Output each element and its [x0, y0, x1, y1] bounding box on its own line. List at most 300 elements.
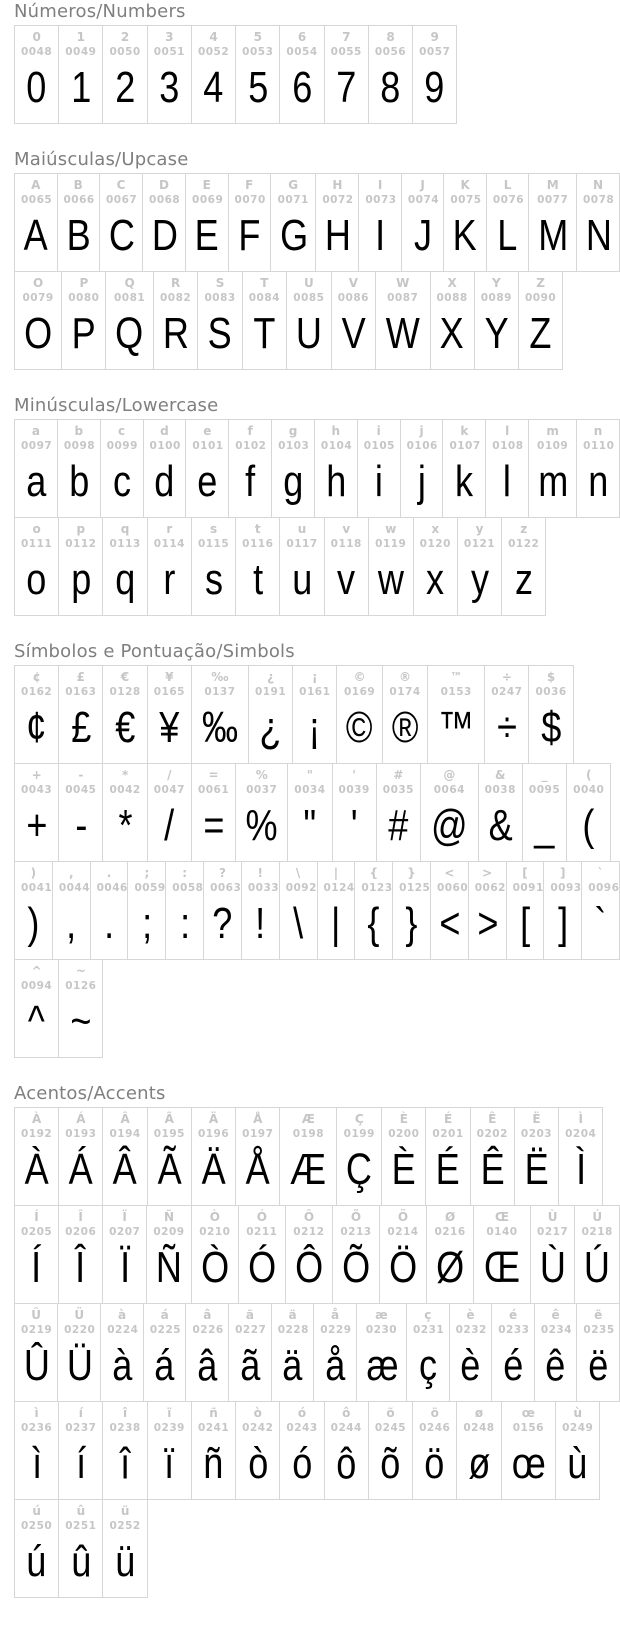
cell-unicode-label: 0070	[234, 194, 266, 206]
cell-glyph: é	[502, 1341, 524, 1390]
cell-char-label: Ô	[303, 1210, 315, 1224]
cell-glyph: s	[204, 555, 223, 604]
glyph-cell	[354, 861, 393, 960]
cell-char-label: k	[460, 424, 469, 438]
glyph-cell	[379, 1205, 427, 1304]
cell-char-label: Û	[31, 1308, 41, 1322]
glyph-cell	[287, 763, 332, 862]
cell-glyph: Ê	[480, 1145, 505, 1194]
cell-unicode-label: 0104	[320, 440, 353, 452]
glyph-cell	[566, 763, 611, 862]
glyph-row	[14, 25, 620, 124]
cell-char-label: f	[247, 424, 253, 438]
cell-unicode-label: 0120	[419, 538, 451, 550]
cell-char-label: g	[288, 424, 298, 438]
glyph-cell	[238, 1205, 286, 1304]
cell-glyph: o	[26, 555, 47, 604]
cell-glyph: ;	[141, 899, 152, 948]
cell-char-label: q	[120, 522, 130, 536]
cell-unicode-label: 0210	[199, 1226, 231, 1238]
cell-unicode-label: 0050	[109, 46, 141, 58]
cell-unicode-label: 0088	[436, 292, 468, 304]
cell-glyph: à	[112, 1341, 133, 1390]
cell-unicode-label: 0034	[294, 784, 326, 796]
cell-glyph: Q	[115, 309, 144, 358]
glyph-cell	[235, 517, 280, 616]
cell-char-label: 2	[120, 30, 130, 44]
cell-unicode-label: 0199	[343, 1128, 375, 1140]
cell-glyph: È	[391, 1145, 416, 1194]
cell-unicode-label: 0099	[106, 440, 138, 452]
cell-char-label: %	[255, 768, 268, 782]
cell-char-label: ®	[399, 670, 412, 684]
glyph-cell	[165, 861, 204, 960]
cell-char-label: Y	[492, 276, 501, 290]
cell-glyph: Ø	[436, 1243, 465, 1292]
glyph-cell	[100, 419, 144, 518]
cell-unicode-label: 0076	[492, 194, 525, 206]
cell-glyph: I	[375, 211, 386, 260]
cell-char-label: ú	[32, 1504, 41, 1518]
cell-char-label: c	[118, 424, 126, 438]
cell-unicode-label: 0197	[242, 1128, 274, 1140]
cell-glyph: á	[154, 1341, 175, 1390]
glyph-row	[14, 173, 620, 272]
cell-char-label: $	[546, 670, 556, 684]
cell-glyph: ñ	[203, 1439, 224, 1488]
glyph-row	[14, 271, 620, 370]
cell-char-label: [	[522, 866, 528, 880]
glyph-cell	[191, 1401, 236, 1500]
cell-unicode-label: 0112	[65, 538, 97, 550]
cell-unicode-label: 0247	[491, 686, 523, 698]
cell-unicode-label: 0042	[109, 784, 141, 796]
glyph-cell	[143, 419, 187, 518]
cell-char-label: ø	[474, 1406, 484, 1420]
cell-unicode-label: 0123	[361, 882, 393, 894]
cell-char-label: '	[352, 768, 356, 782]
cell-glyph: ¥	[159, 703, 180, 752]
cell-unicode-label: 0038	[484, 784, 516, 796]
cell-unicode-label: 0054	[286, 46, 318, 58]
glyph-cell	[14, 419, 58, 518]
glyph-cell	[235, 25, 280, 124]
glyph-cell	[57, 419, 101, 518]
cell-char-label: Ã	[164, 1112, 174, 1126]
glyph-cell	[100, 1303, 144, 1402]
cell-char-label: ©	[353, 670, 366, 684]
section-title: Símbolos e Pontuação/Simbols	[14, 641, 295, 662]
cell-unicode-label: 0224	[107, 1324, 139, 1336]
cell-unicode-label: 0122	[508, 538, 540, 550]
cell-char-label: Ç	[354, 1112, 364, 1126]
glyph-cell	[105, 271, 153, 370]
cell-char-label: Ë	[532, 1112, 541, 1126]
cell-glyph: ã	[239, 1341, 260, 1390]
glyph-cell	[382, 665, 428, 764]
cell-unicode-label: 0236	[21, 1422, 53, 1434]
cell-char-label: ö	[430, 1406, 439, 1420]
cell-unicode-label: 0192	[21, 1128, 53, 1140]
cell-char-label: 1	[76, 30, 86, 44]
cell-glyph: ä	[282, 1341, 303, 1390]
cell-glyph: Ï	[119, 1243, 130, 1292]
cell-glyph: ì	[31, 1439, 42, 1488]
glyph-cell	[185, 173, 229, 272]
cell-glyph: N	[585, 211, 612, 260]
cell-glyph: 6	[291, 63, 313, 112]
cell-char-label: )	[30, 866, 37, 880]
cell-char-label: P	[79, 276, 89, 290]
cell-char-label: \	[295, 866, 301, 880]
cell-char-label: Í	[34, 1210, 39, 1224]
cell-glyph: ó	[291, 1439, 313, 1488]
cell-char-label: m	[546, 424, 559, 438]
cell-glyph: %	[245, 801, 278, 850]
cell-unicode-label: 0196	[197, 1128, 230, 1140]
cell-char-label: ¡	[312, 670, 318, 684]
glyph-cell	[443, 173, 487, 272]
cell-unicode-label: 0077	[537, 194, 569, 206]
cell-unicode-label: 0095	[528, 784, 561, 796]
cell-unicode-label: 0110	[583, 440, 615, 452]
section-title: Números/Numbers	[14, 1, 186, 22]
cell-unicode-label: 0058	[172, 882, 204, 894]
cell-glyph: #	[388, 801, 409, 850]
glyph-cell	[279, 25, 324, 124]
cell-glyph: D	[151, 211, 178, 260]
glyph-cell	[336, 1107, 382, 1206]
cell-unicode-label: 0169	[344, 686, 376, 698]
cell-unicode-label: 0071	[277, 194, 309, 206]
cell-unicode-label: 0250	[21, 1520, 53, 1532]
glyph-cell	[528, 173, 577, 272]
glyph-cell	[58, 1499, 103, 1598]
cell-unicode-label: 0051	[153, 46, 185, 58]
glyph-cell	[574, 1205, 620, 1304]
cell-glyph: [	[519, 899, 530, 948]
cell-char-label: #	[393, 768, 404, 782]
cell-glyph: !	[255, 899, 266, 948]
cell-glyph: y	[470, 555, 489, 604]
cell-char-label: B	[73, 178, 83, 192]
cell-char-label: Æ	[301, 1112, 315, 1126]
cell-unicode-label: 0161	[299, 686, 331, 698]
cell-char-label: Ñ	[163, 1210, 175, 1224]
section-title: Acentos/Accents	[14, 1083, 166, 1104]
glyph-cell	[368, 1401, 413, 1500]
cell-glyph: t	[252, 555, 263, 604]
glyph-cell	[501, 1401, 557, 1500]
cell-glyph: ,	[66, 899, 77, 948]
cell-unicode-label: 0232	[455, 1324, 487, 1336]
glyph-cell	[528, 665, 573, 764]
cell-char-label: 0	[32, 30, 41, 44]
glyph-cell	[456, 1401, 501, 1500]
cell-char-label: T	[260, 276, 269, 290]
cell-unicode-label: 0087	[387, 292, 419, 304]
cell-glyph: u	[291, 555, 313, 604]
glyph-cell	[528, 419, 577, 518]
cell-char-label: M	[546, 178, 559, 192]
glyph-cell	[102, 517, 147, 616]
cell-unicode-label: 0209	[153, 1226, 185, 1238]
cell-char-label: h	[331, 424, 341, 438]
cell-glyph: G	[280, 211, 309, 260]
cell-glyph: <	[439, 899, 461, 948]
cell-glyph: Ì	[575, 1145, 586, 1194]
cell-glyph: è	[460, 1341, 481, 1390]
cell-glyph: ø	[467, 1439, 490, 1488]
cell-char-label: `	[597, 866, 604, 880]
cell-unicode-label: 0040	[573, 784, 605, 796]
glyph-cell	[143, 1303, 187, 1402]
cell-char-label: p	[76, 522, 86, 536]
cell-char-label: È	[399, 1112, 408, 1126]
glyph-cell	[375, 271, 431, 370]
cell-char-label: I	[377, 178, 383, 192]
cell-char-label: â	[203, 1308, 212, 1322]
cell-char-label: ‰	[211, 670, 229, 684]
cell-unicode-label: 0237	[65, 1422, 97, 1434]
cell-char-label: Œ	[494, 1210, 509, 1224]
cell-glyph: S	[208, 309, 233, 358]
glyph-cell	[468, 861, 507, 960]
cell-glyph: Œ	[484, 1243, 521, 1292]
cell-char-label: ï	[167, 1406, 172, 1420]
glyph-cell	[331, 271, 376, 370]
cell-glyph: Ü	[66, 1341, 94, 1390]
glyph-cell	[522, 763, 567, 862]
cell-unicode-label: 0078	[583, 194, 615, 206]
cell-char-label: 8	[386, 30, 395, 44]
cell-unicode-label: 0041	[21, 882, 53, 894]
cell-glyph: Y	[484, 309, 509, 358]
cell-unicode-label: 0091	[512, 882, 544, 894]
cell-glyph: Û	[23, 1341, 50, 1390]
cell-glyph: W	[385, 309, 420, 358]
cell-char-label: ™	[450, 670, 463, 684]
cell-glyph: Ö	[389, 1243, 418, 1292]
cell-glyph: >	[477, 899, 499, 948]
cell-unicode-label: 0066	[63, 194, 95, 206]
cell-unicode-label: 0231	[412, 1324, 445, 1336]
cell-unicode-label: 0116	[242, 538, 274, 550]
cell-glyph: 9	[424, 63, 445, 112]
cell-glyph: 3	[159, 63, 180, 112]
cell-char-label: |	[333, 866, 339, 880]
cell-glyph: ü	[115, 1537, 136, 1586]
cell-unicode-label: 0113	[109, 538, 141, 550]
cell-char-label: i	[376, 424, 381, 438]
cell-unicode-label: 0227	[235, 1324, 267, 1336]
cell-unicode-label: 0064	[433, 784, 465, 796]
cell-char-label: w	[385, 522, 397, 536]
cell-glyph: €	[115, 703, 136, 752]
cell-glyph: :	[179, 899, 190, 948]
cell-char-label: ò	[253, 1406, 262, 1420]
glyph-cell	[474, 271, 519, 370]
section	[14, 2, 620, 124]
cell-unicode-label: 0239	[153, 1422, 185, 1434]
cell-unicode-label: 0092	[285, 882, 317, 894]
glyph-cell	[317, 861, 356, 960]
glyph-cell	[449, 1303, 493, 1402]
glyph-cell	[58, 665, 103, 764]
glyph-cell	[147, 665, 192, 764]
glyph-cell	[271, 1303, 315, 1402]
cell-glyph: Ä	[201, 1145, 226, 1194]
cell-unicode-label: 0203	[520, 1128, 553, 1140]
glyph-cell	[279, 517, 324, 616]
glyph-cell	[430, 271, 475, 370]
cell-char-label: œ	[521, 1406, 535, 1420]
glyph-cell	[376, 763, 421, 862]
cell-char-label: Å	[253, 1112, 263, 1126]
cell-unicode-label: 0117	[286, 538, 318, 550]
cell-unicode-label: 0216	[434, 1226, 466, 1238]
cell-char-label: Ö	[397, 1210, 409, 1224]
glyph-cell	[14, 1401, 59, 1500]
cell-char-label: 4	[209, 30, 218, 44]
cell-char-label: /	[167, 768, 172, 782]
cell-glyph: ê	[545, 1341, 566, 1390]
cell-unicode-label: 0086	[337, 292, 369, 304]
cell-unicode-label: 0206	[65, 1226, 97, 1238]
cell-unicode-label: 0212	[293, 1226, 325, 1238]
cell-unicode-label: 0035	[382, 784, 414, 796]
cell-char-label: S	[215, 276, 225, 290]
cell-unicode-label: 0098	[63, 440, 96, 452]
glyph-cell	[90, 861, 129, 960]
cell-glyph: ™	[438, 703, 475, 752]
cell-glyph: a	[25, 457, 46, 506]
cell-glyph: C	[108, 211, 135, 260]
cell-char-label: V	[348, 276, 358, 290]
cell-glyph: @	[431, 801, 468, 850]
cell-glyph: H	[325, 211, 352, 260]
cell-glyph: Ú	[584, 1243, 611, 1292]
cell-char-label: &	[495, 768, 506, 782]
cell-unicode-label: 0235	[583, 1324, 615, 1336]
cell-char-label: X	[447, 276, 457, 290]
cell-char-label: ¥	[165, 670, 174, 684]
cell-char-label: E	[202, 178, 211, 192]
cell-char-label: z	[520, 522, 528, 536]
glyph-cell	[102, 665, 147, 764]
glyph-cell	[58, 1401, 103, 1500]
cell-char-label: ]	[560, 866, 566, 880]
cell-unicode-label: 0207	[109, 1226, 141, 1238]
cell-unicode-label: 0081	[113, 292, 146, 304]
cell-unicode-label: 0126	[65, 980, 97, 992]
cell-char-label: H	[332, 178, 343, 192]
glyph-cell	[102, 1401, 147, 1500]
glyph-cell	[279, 1107, 337, 1206]
cell-char-label: å	[331, 1308, 340, 1322]
cell-glyph: R	[162, 309, 189, 358]
cell-glyph: ù	[567, 1439, 588, 1488]
cell-char-label: ;	[144, 866, 150, 880]
glyph-row	[14, 1303, 620, 1402]
cell-char-label: n	[593, 424, 603, 438]
glyph-cell	[401, 173, 445, 272]
glyph-cell	[358, 173, 402, 272]
cell-unicode-label: 0073	[365, 194, 397, 206]
cell-char-label: R	[170, 276, 181, 290]
cell-glyph: E	[194, 211, 219, 260]
cell-char-label: N	[592, 178, 604, 192]
glyph-cell	[501, 517, 546, 616]
glyph-cell	[58, 25, 103, 124]
cell-char-label: á	[160, 1308, 169, 1322]
cell-char-label: *	[121, 768, 129, 782]
cell-glyph: Ç	[346, 1145, 373, 1194]
cell-glyph: í	[75, 1439, 86, 1488]
cell-unicode-label: 0036	[535, 686, 567, 698]
cell-glyph: 7	[336, 63, 357, 112]
cell-unicode-label: 0047	[153, 784, 185, 796]
cell-unicode-label: 0218	[581, 1226, 613, 1238]
glyph-row	[14, 517, 620, 616]
cell-unicode-label: 0080	[68, 292, 100, 304]
cell-glyph: T	[253, 309, 276, 358]
cell-unicode-label: 0105	[363, 440, 395, 452]
cell-unicode-label: 0101	[192, 440, 224, 452]
cell-char-label: u	[297, 522, 307, 536]
cell-glyph: +	[26, 801, 48, 850]
glyph-row	[14, 665, 620, 764]
cell-char-label: d	[160, 424, 169, 438]
glyph-cell	[102, 763, 147, 862]
glyph-cell	[191, 1205, 239, 1304]
cell-unicode-label: 0057	[419, 46, 451, 58]
glyph-cell	[153, 271, 199, 370]
cell-unicode-label: 0083	[204, 292, 236, 304]
cell-glyph: 5	[247, 63, 268, 112]
cell-unicode-label: 0128	[109, 686, 141, 698]
glyph-cell	[147, 763, 192, 862]
cell-glyph: ¡	[308, 703, 321, 752]
glyph-cell	[142, 173, 186, 272]
cell-unicode-label: 0220	[64, 1324, 96, 1336]
cell-unicode-label: 0049	[65, 46, 97, 58]
cell-unicode-label: 0200	[388, 1128, 420, 1140]
cell-unicode-label: 0228	[277, 1324, 309, 1336]
cell-unicode-label: 0100	[149, 440, 181, 452]
cell-glyph: e	[197, 457, 218, 506]
cell-unicode-label: 0065	[21, 194, 53, 206]
cell-char-label: F	[245, 178, 254, 192]
cell-unicode-label: 0082	[159, 292, 192, 304]
cell-unicode-label: 0060	[436, 882, 469, 894]
glyph-cell	[406, 1303, 450, 1402]
cell-glyph: i	[374, 457, 383, 506]
cell-glyph: w	[377, 555, 404, 604]
cell-unicode-label: 0194	[109, 1128, 141, 1140]
cell-glyph: ¢	[26, 703, 47, 752]
cell-char-label: @	[443, 768, 456, 782]
cell-char-label: G	[288, 178, 299, 192]
cell-glyph: Õ	[342, 1243, 371, 1292]
cell-unicode-label: 0225	[149, 1324, 182, 1336]
glyph-cell	[102, 1107, 147, 1206]
cell-char-label: ó	[297, 1406, 307, 1420]
cell-char-label: Ù	[547, 1210, 558, 1224]
cell-glyph: l	[503, 457, 512, 506]
cell-unicode-label: 0052	[197, 46, 230, 58]
cell-char-label: Q	[124, 276, 135, 290]
